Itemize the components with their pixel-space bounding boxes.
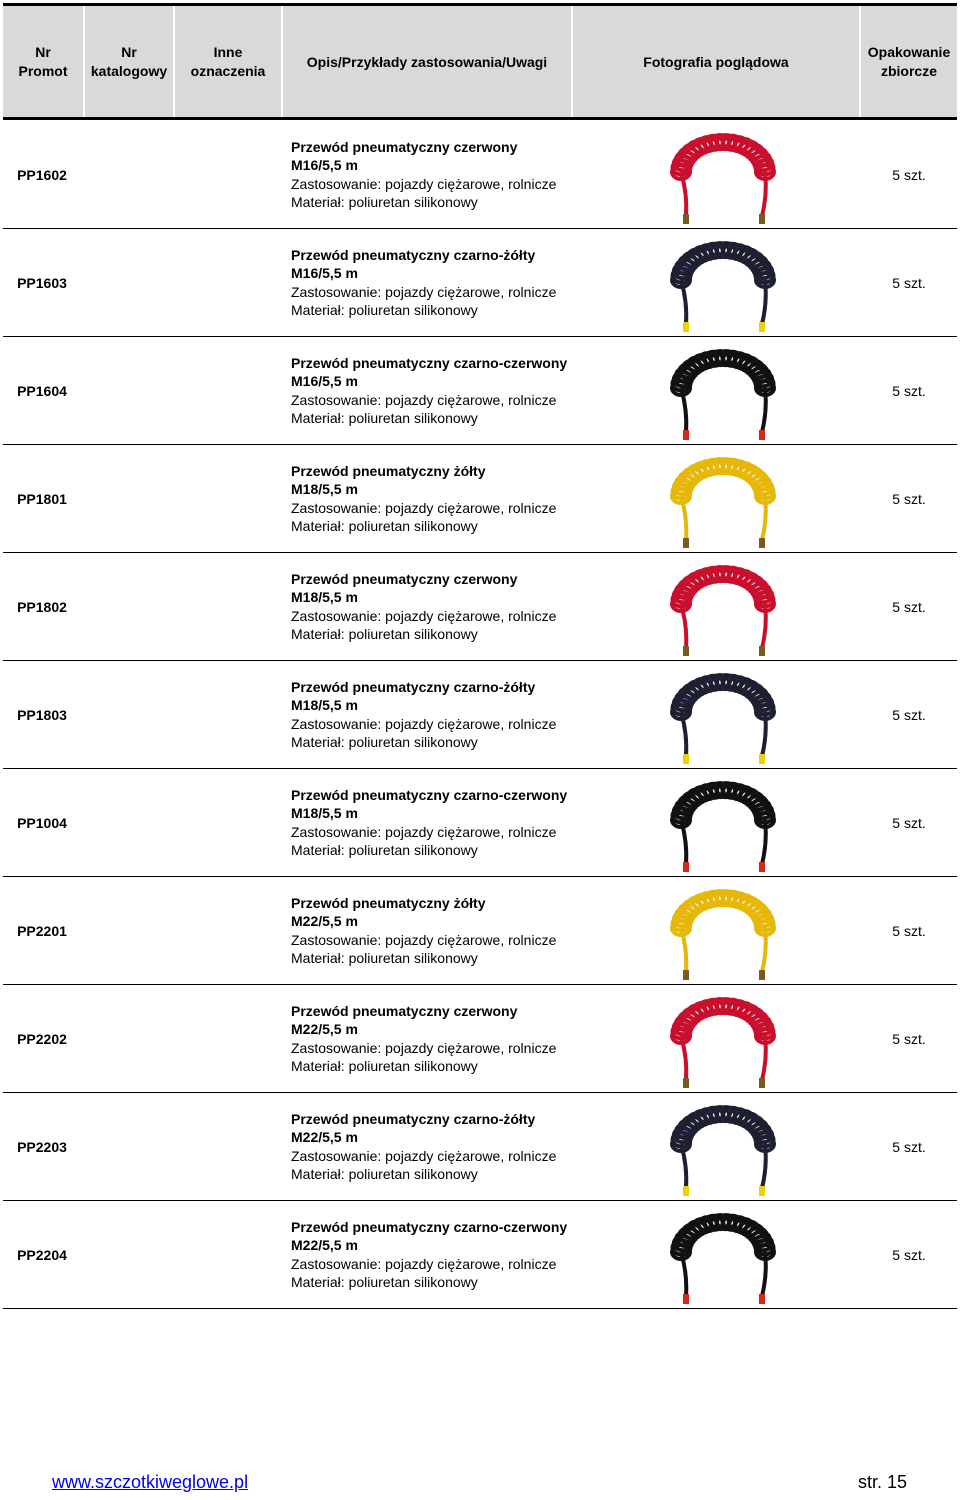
table-row: [3, 229, 957, 337]
product-material: Materiał: poliuretan silikonowy: [291, 302, 478, 318]
header-divider: [3, 117, 957, 120]
product-description: [291, 229, 651, 336]
pack-quantity: 5 szt.: [892, 922, 926, 939]
table-row: [3, 661, 957, 769]
black-red-coil-hose-icon: [658, 340, 788, 442]
header-label: zbiorcze: [880, 63, 937, 79]
pack-quantity: 5 szt.: [892, 706, 926, 723]
black-yellow-coil-hose-icon: [658, 1096, 788, 1198]
header-fotografia: [573, 6, 861, 118]
product-title: Przewód pneumatyczny czarno-żółty: [291, 1110, 536, 1127]
pack-quantity: 5 szt.: [892, 490, 926, 507]
product-title: Przewód pneumatyczny czerwony: [291, 1002, 518, 1019]
product-description: [291, 1093, 651, 1200]
red-coil-hose-icon: [658, 124, 788, 226]
pack-quantity: 5 szt.: [892, 274, 926, 291]
pack-quantity: 5 szt.: [892, 814, 926, 831]
product-size: M16/5,5 m: [291, 373, 358, 389]
product-material: Materiał: poliuretan silikonowy: [291, 194, 478, 210]
product-description: [291, 553, 651, 660]
product-size: M16/5,5 m: [291, 157, 358, 173]
product-use: Zastosowanie: pojazdy ciężarowe, rolnicze: [291, 1147, 557, 1164]
row-divider: [3, 1308, 957, 1309]
pack-quantity: 5 szt.: [892, 598, 926, 615]
pack-quantity: 5 szt.: [892, 1030, 926, 1047]
product-size: M16/5,5 m: [291, 265, 358, 281]
product-size: M22/5,5 m: [291, 913, 358, 929]
pack-quantity: 5 szt.: [892, 1138, 926, 1155]
product-code: PP1604: [17, 382, 67, 399]
table-row: [3, 1093, 957, 1201]
product-code: PP2201: [17, 922, 67, 939]
product-description: [291, 661, 651, 768]
black-yellow-coil-hose-icon: [658, 232, 788, 334]
yellow-coil-hose-icon: [658, 448, 788, 550]
website-link[interactable]: www.szczotkiweglowe.pl: [52, 1472, 249, 1492]
product-material: Materiał: poliuretan silikonowy: [291, 1058, 478, 1074]
product-size: M22/5,5 m: [291, 1129, 358, 1145]
product-material: Materiał: poliuretan silikonowy: [291, 1166, 478, 1182]
product-title: Przewód pneumatyczny czarno-żółty: [291, 246, 536, 263]
product-material: Materiał: poliuretan silikonowy: [291, 950, 478, 966]
product-title: Przewód pneumatyczny czerwony: [291, 570, 518, 587]
product-use: Zastosowanie: pojazdy ciężarowe, rolnicze: [291, 499, 557, 516]
red-coil-hose-icon: [658, 556, 788, 658]
header-nr-promot: [3, 6, 85, 118]
product-use: Zastosowanie: pojazdy ciężarowe, rolnicze: [291, 283, 557, 300]
black-yellow-coil-hose-icon: [658, 664, 788, 766]
header-label: Opakowanie: [867, 44, 951, 60]
table-row: [3, 1201, 957, 1309]
product-material: Materiał: poliuretan silikonowy: [291, 410, 478, 426]
product-code: PP2203: [17, 1138, 67, 1155]
black-red-coil-hose-icon: [658, 1204, 788, 1306]
header-label: Nr: [35, 44, 51, 60]
product-title: Przewód pneumatyczny czarno-czerwony: [291, 354, 568, 371]
red-coil-hose-icon: [658, 988, 788, 1090]
header-opis: [283, 6, 573, 118]
product-description: [291, 877, 651, 984]
header-label: Fotografia poglądowa: [643, 53, 789, 70]
product-title: Przewód pneumatyczny czarno-czerwony: [291, 786, 568, 803]
product-size: M22/5,5 m: [291, 1237, 358, 1253]
pack-quantity: 5 szt.: [892, 166, 926, 183]
product-code: PP2202: [17, 1030, 67, 1047]
product-use: Zastosowanie: pojazdy ciężarowe, rolnicze: [291, 391, 557, 408]
black-red-coil-hose-icon: [658, 772, 788, 874]
pack-quantity: 5 szt.: [892, 1246, 926, 1263]
product-code: PP1603: [17, 274, 67, 291]
product-use: Zastosowanie: pojazdy ciężarowe, rolnicze: [291, 1039, 557, 1056]
table-row: [3, 985, 957, 1093]
product-code: PP1803: [17, 706, 67, 723]
product-title: Przewód pneumatyczny żółty: [291, 894, 486, 911]
table-row: [3, 553, 957, 661]
product-use: Zastosowanie: pojazdy ciężarowe, rolnicze: [291, 715, 557, 732]
product-description: [291, 337, 651, 444]
header-label: Nr: [121, 44, 137, 60]
product-material: Materiał: poliuretan silikonowy: [291, 518, 478, 534]
product-material: Materiał: poliuretan silikonowy: [291, 842, 478, 858]
product-description: [291, 445, 651, 552]
header-opakowanie: [861, 6, 957, 118]
product-code: PP1802: [17, 598, 67, 615]
product-size: M18/5,5 m: [291, 481, 358, 497]
table-row: [3, 445, 957, 553]
product-description: [291, 1201, 651, 1308]
product-use: Zastosowanie: pojazdy ciężarowe, rolnicze: [291, 607, 557, 624]
product-size: M22/5,5 m: [291, 1021, 358, 1037]
product-size: M18/5,5 m: [291, 697, 358, 713]
product-material: Materiał: poliuretan silikonowy: [291, 626, 478, 642]
product-code: PP1004: [17, 814, 67, 831]
table-row: [3, 337, 957, 445]
product-use: Zastosowanie: pojazdy ciężarowe, rolnicze: [291, 823, 557, 840]
product-description: [291, 985, 651, 1092]
product-use: Zastosowanie: pojazdy ciężarowe, rolnicze: [291, 931, 557, 948]
product-size: M18/5,5 m: [291, 805, 358, 821]
product-code: PP2204: [17, 1246, 67, 1263]
product-title: Przewód pneumatyczny czarno-żółty: [291, 678, 536, 695]
table-row: [3, 769, 957, 877]
header-label: Inne: [213, 44, 243, 60]
header-nr-katalogowy: [85, 6, 175, 118]
header-inne-oznaczenia: [175, 6, 283, 118]
table-row: [3, 121, 957, 229]
product-code: PP1801: [17, 490, 67, 507]
header-label: Opis/Przykłady zastosowania/Uwagi: [306, 53, 548, 70]
product-material: Materiał: poliuretan silikonowy: [291, 734, 478, 750]
product-use: Zastosowanie: pojazdy ciężarowe, rolnicze: [291, 175, 557, 192]
product-size: M18/5,5 m: [291, 589, 358, 605]
page-number: str. 15: [858, 1472, 908, 1492]
product-use: Zastosowanie: pojazdy ciężarowe, rolnicze: [291, 1255, 557, 1272]
table-header: [3, 3, 957, 118]
product-title: Przewód pneumatyczny czerwony: [291, 138, 518, 155]
header-label: oznaczenia: [190, 63, 266, 79]
table-row: [3, 877, 957, 985]
pack-quantity: 5 szt.: [892, 382, 926, 399]
product-title: Przewód pneumatyczny żółty: [291, 462, 486, 479]
yellow-coil-hose-icon: [658, 880, 788, 982]
product-description: [291, 769, 651, 876]
product-material: Materiał: poliuretan silikonowy: [291, 1274, 478, 1290]
header-label: Promot: [18, 63, 68, 79]
product-title: Przewód pneumatyczny czarno-czerwony: [291, 1218, 568, 1235]
product-description: [291, 121, 651, 228]
product-code: PP1602: [17, 166, 67, 183]
header-label: katalogowy: [90, 63, 168, 79]
